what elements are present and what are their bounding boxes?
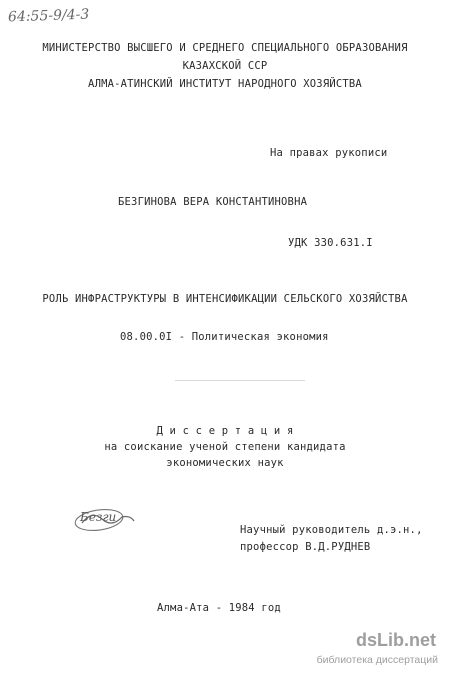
watermark-tagline: библиотека диссертаций — [316, 654, 438, 666]
rights-note: На правах рукописи — [270, 147, 388, 159]
dissertation-title: РОЛЬ ИНФРАСТРУКТУРЫ В ИНТЕНСИФИКАЦИИ СЕЛЬСКОГО ХОЗЯЙСТВА — [42, 293, 408, 305]
degree-line: на соискание ученой степени кандидата — [104, 441, 346, 453]
supervisor-name: профессор В.Д.РУДНЕВ — [240, 541, 371, 553]
field-line: экономических наук — [166, 457, 284, 469]
dissertation-heading: Д и с с е р т а ц и я — [156, 425, 294, 437]
signature-text: Безги — [80, 510, 117, 524]
signature — [72, 505, 142, 535]
author-name: БЕЗГИНОВА ВЕРА КОНСТАНТИНОВНА — [118, 196, 308, 208]
archive-stamp: 64:55-9/4-3 — [7, 6, 90, 26]
watermark-brand: dsLib.net — [356, 630, 436, 650]
institute-line: АЛМА-АТИНСКИЙ ИНСТИТУТ НАРОДНОГО ХОЗЯЙСТВА — [88, 78, 362, 90]
supervisor-line: Научный руководитель д.э.н., — [240, 524, 423, 536]
specialty: 08.00.0I - Политическая экономия — [120, 331, 329, 343]
ministry-line: МИНИСТЕРСТВО ВЫСШЕГО И СРЕДНЕГО СПЕЦИАЛЬНОГО ОБРАЗОВАНИЯ — [42, 42, 408, 54]
faint-mark — [175, 380, 305, 381]
place-year: Алма-Ата - 1984 год — [157, 602, 281, 614]
udc-code: УДК 330.631.I — [288, 237, 373, 249]
republic-line: КАЗАХСКОЙ ССР — [182, 60, 268, 72]
